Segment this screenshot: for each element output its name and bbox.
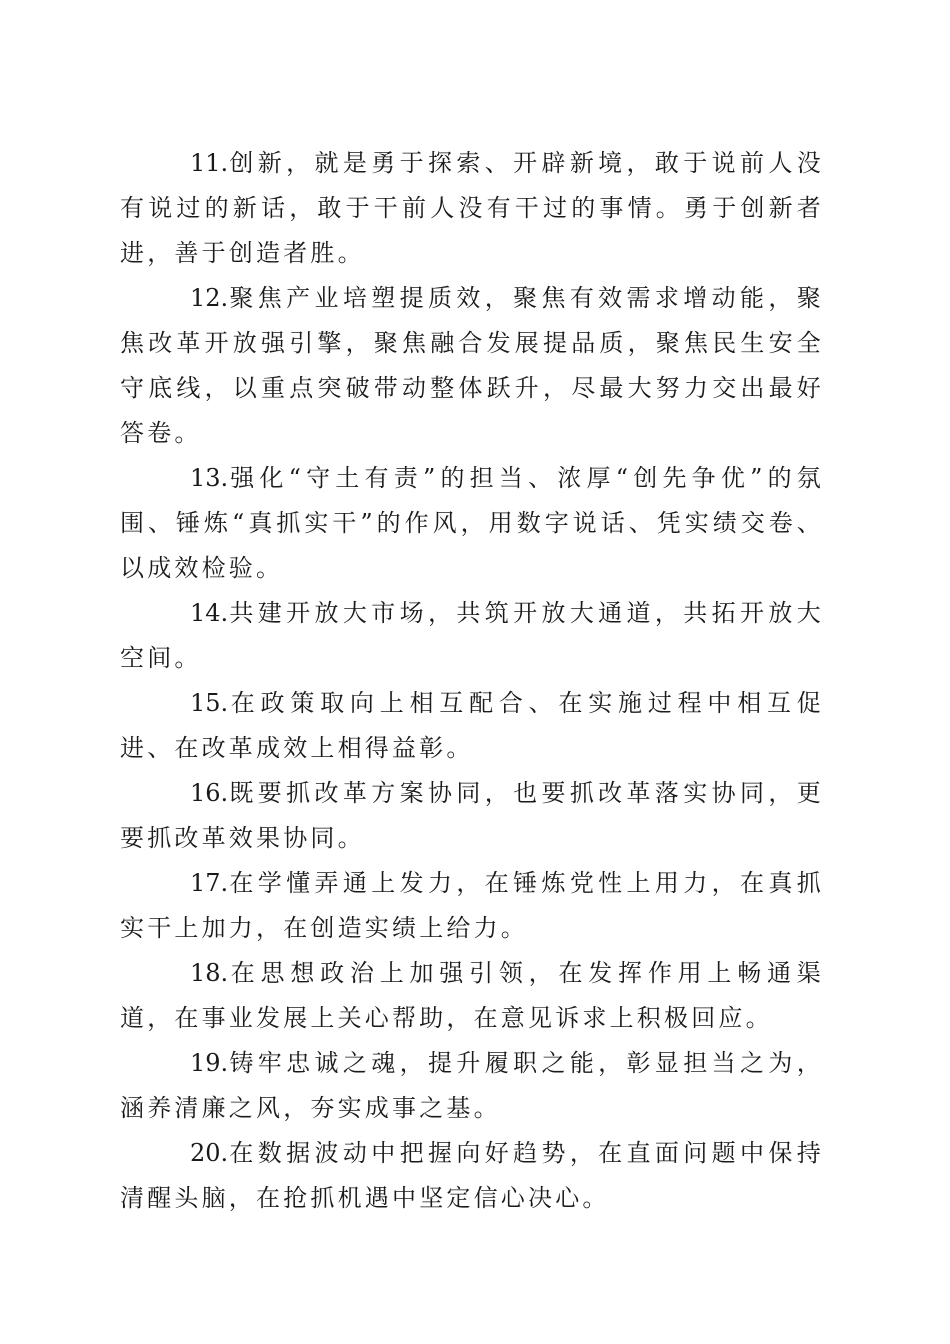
paragraph-11 — [120, 141, 824, 276]
paragraph-number: 18. — [190, 959, 229, 987]
paragraph-number: 19. — [190, 1049, 229, 1077]
paragraph-number: 12. — [190, 284, 229, 312]
paragraph-text: 铸牢忠诚之魂，提升履职之能，彰显担当之为，涵养清廉之风，夯实成事之基。 — [120, 1049, 824, 1122]
paragraph-number: 11. — [190, 149, 229, 177]
paragraph-text: 在政策取向上相互配合、在实施过程中相互促进、在改革成效上相得益彰。 — [120, 689, 824, 762]
paragraph-16 — [120, 771, 824, 861]
paragraph-text: 创新，就是勇于探索、开辟新境，敢于说前人没有说过的新话，敢于干前人没有干过的事情。勇于创新者进，善于创造者胜。 — [120, 149, 824, 267]
paragraph-12 — [120, 276, 824, 456]
paragraph-14 — [120, 591, 824, 681]
paragraph-number: 14. — [190, 599, 229, 627]
paragraph-text: 在思想政治上加强引领，在发挥作用上畅通渠道，在事业发展上关心帮助，在意见诉求上积极回应。 — [120, 959, 824, 1032]
paragraph-17 — [120, 861, 824, 951]
paragraph-number: 13. — [190, 464, 229, 492]
paragraph-number: 20. — [190, 1139, 229, 1167]
paragraph-text: 既要抓改革方案协同，也要抓改革落实协同，更要抓改革效果协同。 — [120, 779, 824, 852]
paragraph-number: 15. — [190, 689, 229, 717]
paragraph-text: 在数据波动中把握向好趋势，在直面问题中保持清醒头脑，在抢抓机遇中坚定信心决心。 — [120, 1139, 824, 1212]
paragraph-19 — [120, 1041, 824, 1131]
document-page — [120, 141, 824, 1221]
paragraph-13 — [120, 456, 824, 591]
paragraph-20 — [120, 1131, 824, 1221]
paragraph-text: 共建开放大市场，共筑开放大通道，共拓开放大空间。 — [120, 599, 824, 672]
paragraph-15 — [120, 681, 824, 771]
paragraph-text: 聚焦产业培塑提质效，聚焦有效需求增动能，聚焦改革开放强引擎，聚焦融合发展提品质，聚焦民生安全守底线，以重点突破带动整体跃升，尽最大努力交出最好答卷。 — [120, 284, 824, 447]
paragraph-number: 17. — [190, 869, 229, 897]
paragraph-text: 在学懂弄通上发力，在锤炼党性上用力，在真抓实干上加力，在创造实绩上给力。 — [120, 869, 824, 942]
paragraph-18 — [120, 951, 824, 1041]
paragraph-number: 16. — [190, 779, 229, 807]
paragraph-text: 强化“守土有责”的担当、浓厚“创先争优”的氛围、锤炼“真抓实干”的作风，用数字说话、凭实绩交卷、以成效检验。 — [120, 464, 824, 582]
